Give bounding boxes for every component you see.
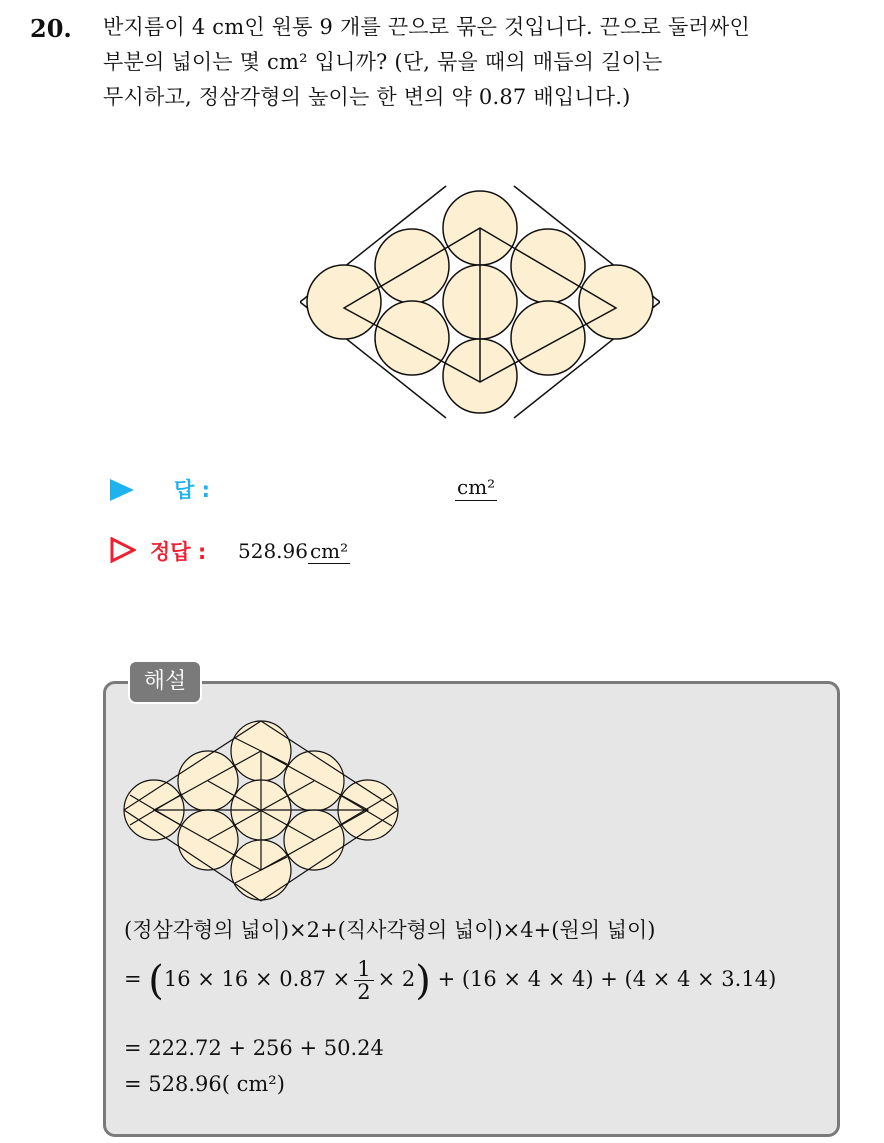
correct-answer-unit: cm² — [309, 539, 349, 563]
right-paren: ) — [415, 958, 431, 1004]
answer-label: 답 : — [174, 478, 210, 502]
question-line: 무시하고, 정삼각형의 높이는 한 변의 약 0.87 배입니다.) — [103, 85, 631, 109]
correct-answer-value — [238, 538, 350, 564]
question-number: 20. — [30, 14, 72, 43]
solution-line-2 — [124, 958, 776, 1003]
answer-row — [110, 472, 530, 506]
solution-line-2-inner-post: × 2 — [377, 967, 416, 991]
cylinder-bundle-figure — [300, 182, 660, 430]
correct-answer-row — [110, 534, 510, 570]
solution-line-2-inner: 16 × 16 × 0.87 × — [163, 967, 351, 991]
answer-blank[interactable]: cm² — [457, 475, 496, 499]
correct-answer-label: 정답 : — [150, 540, 207, 564]
question-text — [103, 10, 863, 115]
question-line: 반지름이 4 cm인 원통 9 개를 끈으로 묶은 것입니다. 끈으로 둘러싸인 — [103, 15, 750, 39]
fraction — [354, 958, 373, 1003]
fraction-numerator: 1 — [354, 958, 373, 981]
solution-tag: 해설 — [128, 660, 202, 704]
left-paren: ( — [148, 958, 164, 1004]
question-line: 부분의 넓이는 몇 cm² 입니까? (단, 묶을 때의 매듭의 길이는 — [103, 50, 663, 74]
fraction-denominator: 2 — [357, 980, 371, 1004]
solution-figure — [122, 718, 400, 904]
solution-line-2-pre: = — [124, 967, 149, 991]
solution-line-1: (정삼각형의 넓이)×2+(직사각형의 넓이)×4+(원의 넓이) — [124, 918, 656, 942]
solution-line-4: = 528.96( cm²) — [124, 1072, 285, 1096]
play-triangle-icon — [110, 479, 134, 501]
solution-line-2-post: + (16 × 4 × 4) + (4 × 4 × 3.14) — [430, 967, 777, 991]
outline-triangle-icon — [110, 537, 136, 563]
solution-line-3: = 222.72 + 256 + 50.24 — [124, 1036, 384, 1060]
correct-answer-number: 528.96 — [238, 539, 308, 563]
